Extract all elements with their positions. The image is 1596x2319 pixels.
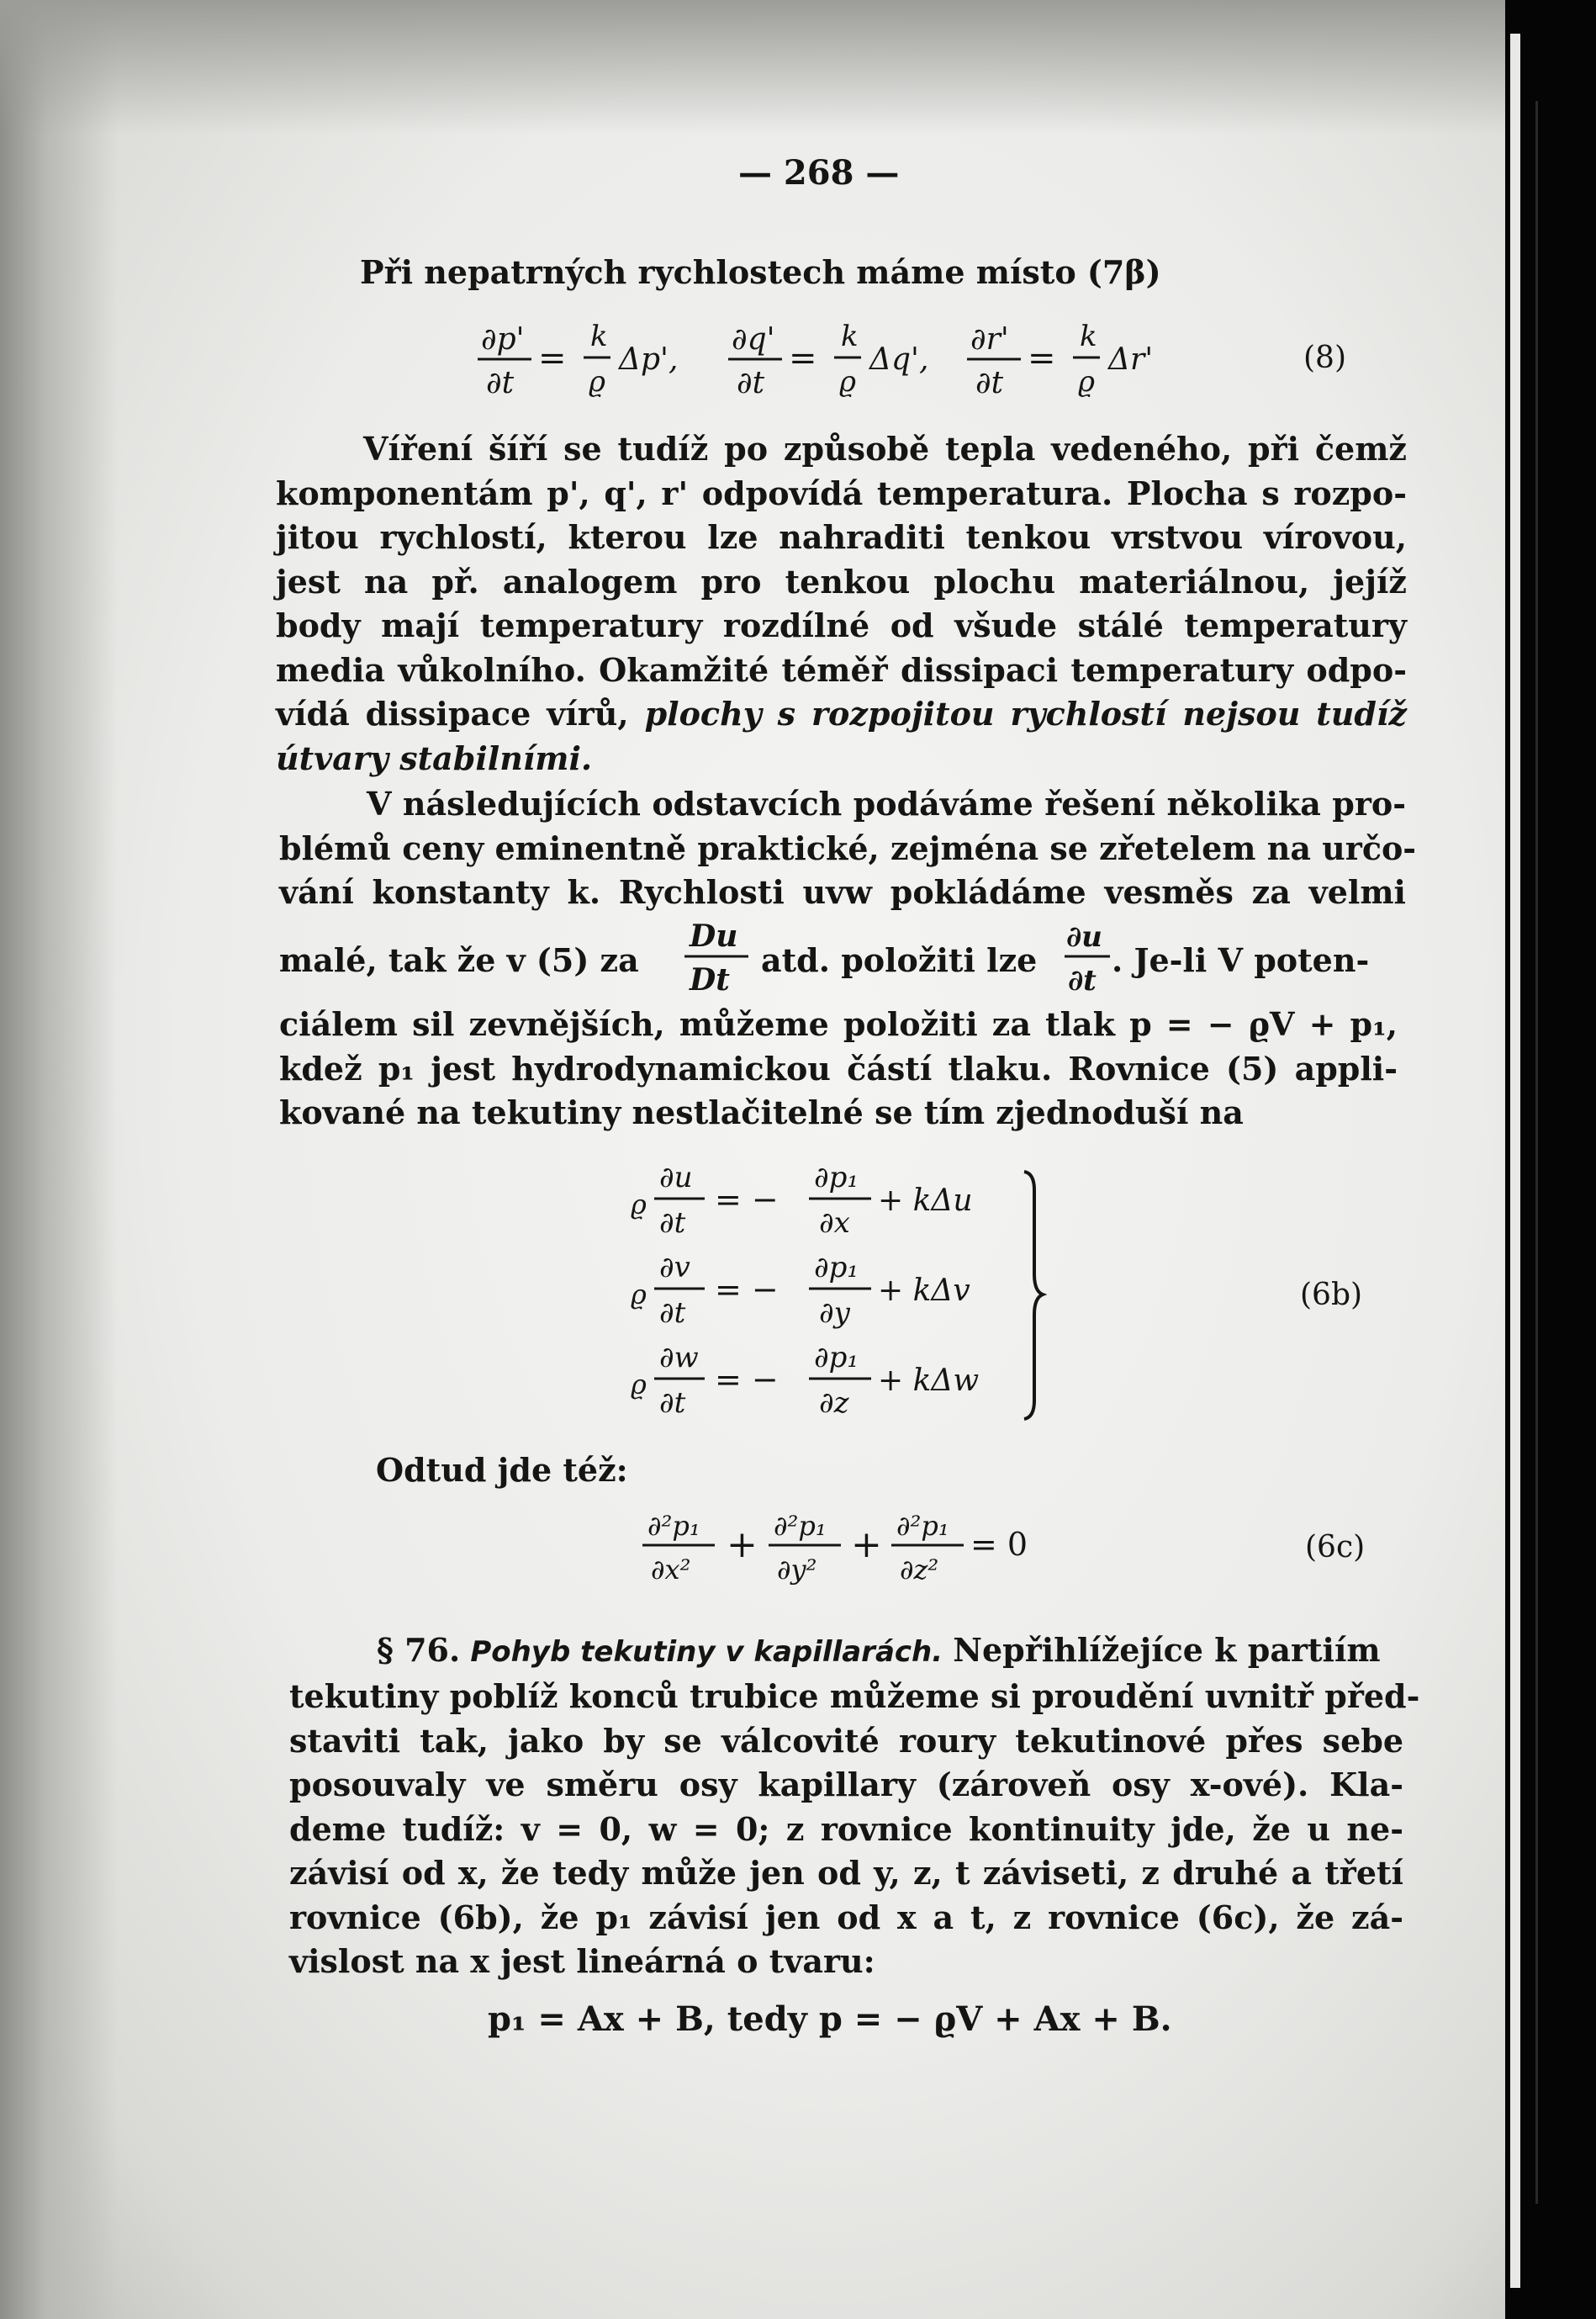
eq8-label: (8) [1303, 341, 1346, 375]
frac2-den: ∂t [1068, 964, 1097, 998]
p4-line-1: tekutiny poblíž konců trubice můžeme si proudění uvnitř před- [289, 1677, 1420, 1715]
p2-line-2: blémů ceny eminentně praktické, zejména se zřetelem na určo- [279, 829, 1417, 867]
p1-line-2: komponentám p', q', r' odpovídá temperatura. Plocha s rozpo- [276, 474, 1407, 512]
paragraph-1 [276, 427, 1407, 781]
p1-line-7a: vídá dissipace vírů, [276, 695, 629, 733]
eq6b-rho-2: ϱ [631, 1279, 647, 1310]
frac2-num: ∂u [1066, 920, 1102, 954]
intro-line: Při nepatrných rychlostech máme místo (7β) [360, 253, 1161, 291]
p1-line-3: jitou rychlostí, kterou lze nahraditi tenkou vrstvou vírovou, [276, 518, 1407, 556]
eq8-term-1 [478, 320, 678, 400]
eq8-rhs-1: Δp', [619, 342, 679, 377]
paragraph-3 [279, 1003, 1398, 1136]
p1-line-7 [276, 692, 1407, 737]
eq8-eq-2: = [789, 339, 817, 378]
eq6c-term-1 [642, 1510, 715, 1586]
eq8-rho-1: ϱ [589, 365, 605, 399]
eq6b-row-2 [631, 1251, 970, 1330]
equation-6c [639, 1501, 1480, 1594]
eq6c-term-2 [769, 1510, 841, 1586]
eq6b-lden-2: ∂t [659, 1296, 686, 1330]
eq6c-plus-2: + [851, 1523, 882, 1566]
eq6b-row-1 [631, 1161, 973, 1240]
eq6c-den-1: ∂x² [651, 1554, 691, 1586]
p1-line-1: Víření šíří se tudíž po způsobě tepla vedeného, při čemž [363, 430, 1407, 468]
eq8-rhs-3: Δr' [1108, 342, 1154, 377]
eq6b-lnum-2: ∂v [659, 1251, 690, 1284]
eq6b-rnum-1: ∂p₁ [814, 1161, 859, 1194]
eq6b-tail-2: + kΔv [878, 1273, 970, 1308]
inline-fraction-Du-Dt [681, 913, 757, 1005]
eq8-term-2 [728, 320, 928, 400]
eq8-eq-1: = [538, 339, 567, 378]
page-number: — 268 — [738, 153, 900, 193]
eq8-k-3: k [1080, 320, 1097, 353]
eq8-num-2: ∂q' [732, 322, 775, 357]
section-heading-line [377, 1628, 1404, 1674]
eq6b-tail-1: + kΔu [878, 1183, 973, 1218]
p4-line-5: závisí od x, že tedy může jen od y, z, t záviseti, z druhé a třetí [289, 1854, 1403, 1892]
equation-6b [622, 1157, 1463, 1434]
eq6b-lnum-3: ∂w [659, 1341, 699, 1374]
eq6b-lnum-1: ∂u [659, 1161, 693, 1194]
paragraph-4 [289, 1675, 1420, 1984]
eq8-num-1: ∂p' [481, 322, 525, 357]
p2-line-1: V následujících odstavcích podáváme řešení několika pro- [367, 785, 1406, 823]
gutter-line [1535, 101, 1538, 2204]
eq8-eq-3: = [1028, 339, 1056, 378]
eq6b-label: (6b) [1300, 1278, 1363, 1312]
section-number: § 76. [377, 1631, 461, 1669]
p4-line-3: posouvaly ve směru osy kapillary (zároveň osy x-ové). Kla- [289, 1766, 1403, 1803]
odtud-line: Odtud jde též: [376, 1451, 628, 1489]
eq6b-brace [1024, 1172, 1043, 1419]
eq6b-lden-3: ∂t [659, 1386, 686, 1420]
section-first-rest: Nepřihlížejíce k partiím [953, 1631, 1381, 1669]
equation-8 [471, 315, 1596, 408]
p1-line-8: útvary stabilními. [276, 739, 593, 777]
inline-line-a: malé, tak že v (5) za [279, 941, 639, 979]
eq8-rho-2: ϱ [839, 365, 856, 399]
p4-line-4: deme tudíž: v = 0, w = 0; z rovnice kontinuity jde, že u ne- [289, 1809, 1403, 1848]
eq6b-rho-3: ϱ [631, 1369, 647, 1400]
eq8-k-2: k [841, 320, 859, 353]
inline-line-c: . Je-li V poten- [1112, 941, 1370, 979]
eq8-den-3: ∂t [975, 366, 1004, 400]
p4-line-6: rovnice (6b), že p₁ závisí jen od x a t, z rovnice (6c), že zá- [289, 1898, 1403, 1936]
eq6b-row-3 [631, 1341, 979, 1420]
eq6b-lden-1: ∂t [659, 1206, 686, 1240]
eq6b-eq-1: = − [715, 1181, 779, 1218]
section-title: Pohyb tekutiny v kapillarách. [470, 1635, 943, 1669]
eq6c-label: (6c) [1305, 1530, 1366, 1565]
eq8-k-1: k [590, 320, 608, 353]
eq6c-num-2: ∂²p₁ [774, 1510, 827, 1542]
eq6c-den-3: ∂z² [900, 1554, 939, 1586]
p1-line-6: media vůkolního. Okamžité téměř dissipaci temperatury odpo- [276, 650, 1407, 689]
frac1-num: Du [690, 919, 738, 954]
eq6c-num-3: ∂²p₁ [896, 1510, 949, 1542]
eq6b-rnum-3: ∂p₁ [814, 1341, 859, 1374]
p1-line-7b: plochy s rozpojitou rychlostí nejsou tudíž [644, 695, 1408, 733]
p4-line-7: vislost na x jest lineárná o tvaru: [289, 1942, 875, 1980]
eq6b-tail-3: + kΔw [878, 1363, 980, 1398]
eq8-den-1: ∂t [486, 366, 515, 400]
eq8-term-3 [967, 320, 1153, 400]
paragraph-2 [279, 782, 1417, 915]
eq6c-rhs: = 0 [970, 1526, 1028, 1563]
final-equation: p₁ = Ax + B, tedy p = − ϱV + Ax + B. [488, 1999, 1172, 2039]
p1-line-4: jest na př. analogem pro tenkou plochu materiálnou, jejíž [276, 562, 1407, 601]
eq6b-rden-3: ∂z [819, 1386, 849, 1420]
eq6c-term-3 [891, 1510, 964, 1586]
eq8-rho-3: ϱ [1078, 365, 1095, 399]
eq8-den-2: ∂t [737, 366, 765, 400]
eq6b-eq-3: = − [715, 1361, 779, 1398]
eq6b-rden-2: ∂y [819, 1296, 850, 1330]
inline-line-b: atd. položiti lze [761, 941, 1038, 979]
p4-line-2: staviti tak, jako by se válcovité roury tekutinové přes sebe [289, 1721, 1403, 1760]
p2-line-3: vání konstanty k. Rychlosti uvw pokládáme vesměs za velmi [279, 873, 1406, 911]
p3-line-1: ciálem sil zevnějších, můžeme položiti za tlak p = − ϱV + p₁, [279, 1005, 1398, 1043]
eq6b-rden-1: ∂x [819, 1206, 850, 1240]
p1-line-5: body mají temperatury rozdílné od všude stálé temperatury [276, 606, 1407, 644]
eq6b-rnum-2: ∂p₁ [814, 1251, 859, 1284]
eq6b-rho-1: ϱ [631, 1189, 647, 1220]
eq8-rhs-2: Δq', [869, 342, 929, 377]
eq6c-plus-1: + [727, 1523, 758, 1566]
p3-line-2: kdež p₁ jest hydrodynamickou částí tlaku. Rovnice (5) appli- [279, 1049, 1398, 1088]
eq6b-eq-2: = − [715, 1271, 779, 1308]
eq8-num-3: ∂r' [970, 322, 1009, 357]
frac1-den: Dt [690, 962, 730, 998]
p3-line-3: kované na tekutiny nestlačitelné se tím zjednoduší na [279, 1093, 1244, 1131]
eq6c-num-1: ∂²p₁ [647, 1510, 700, 1542]
eq6c-den-2: ∂y² [777, 1554, 817, 1586]
